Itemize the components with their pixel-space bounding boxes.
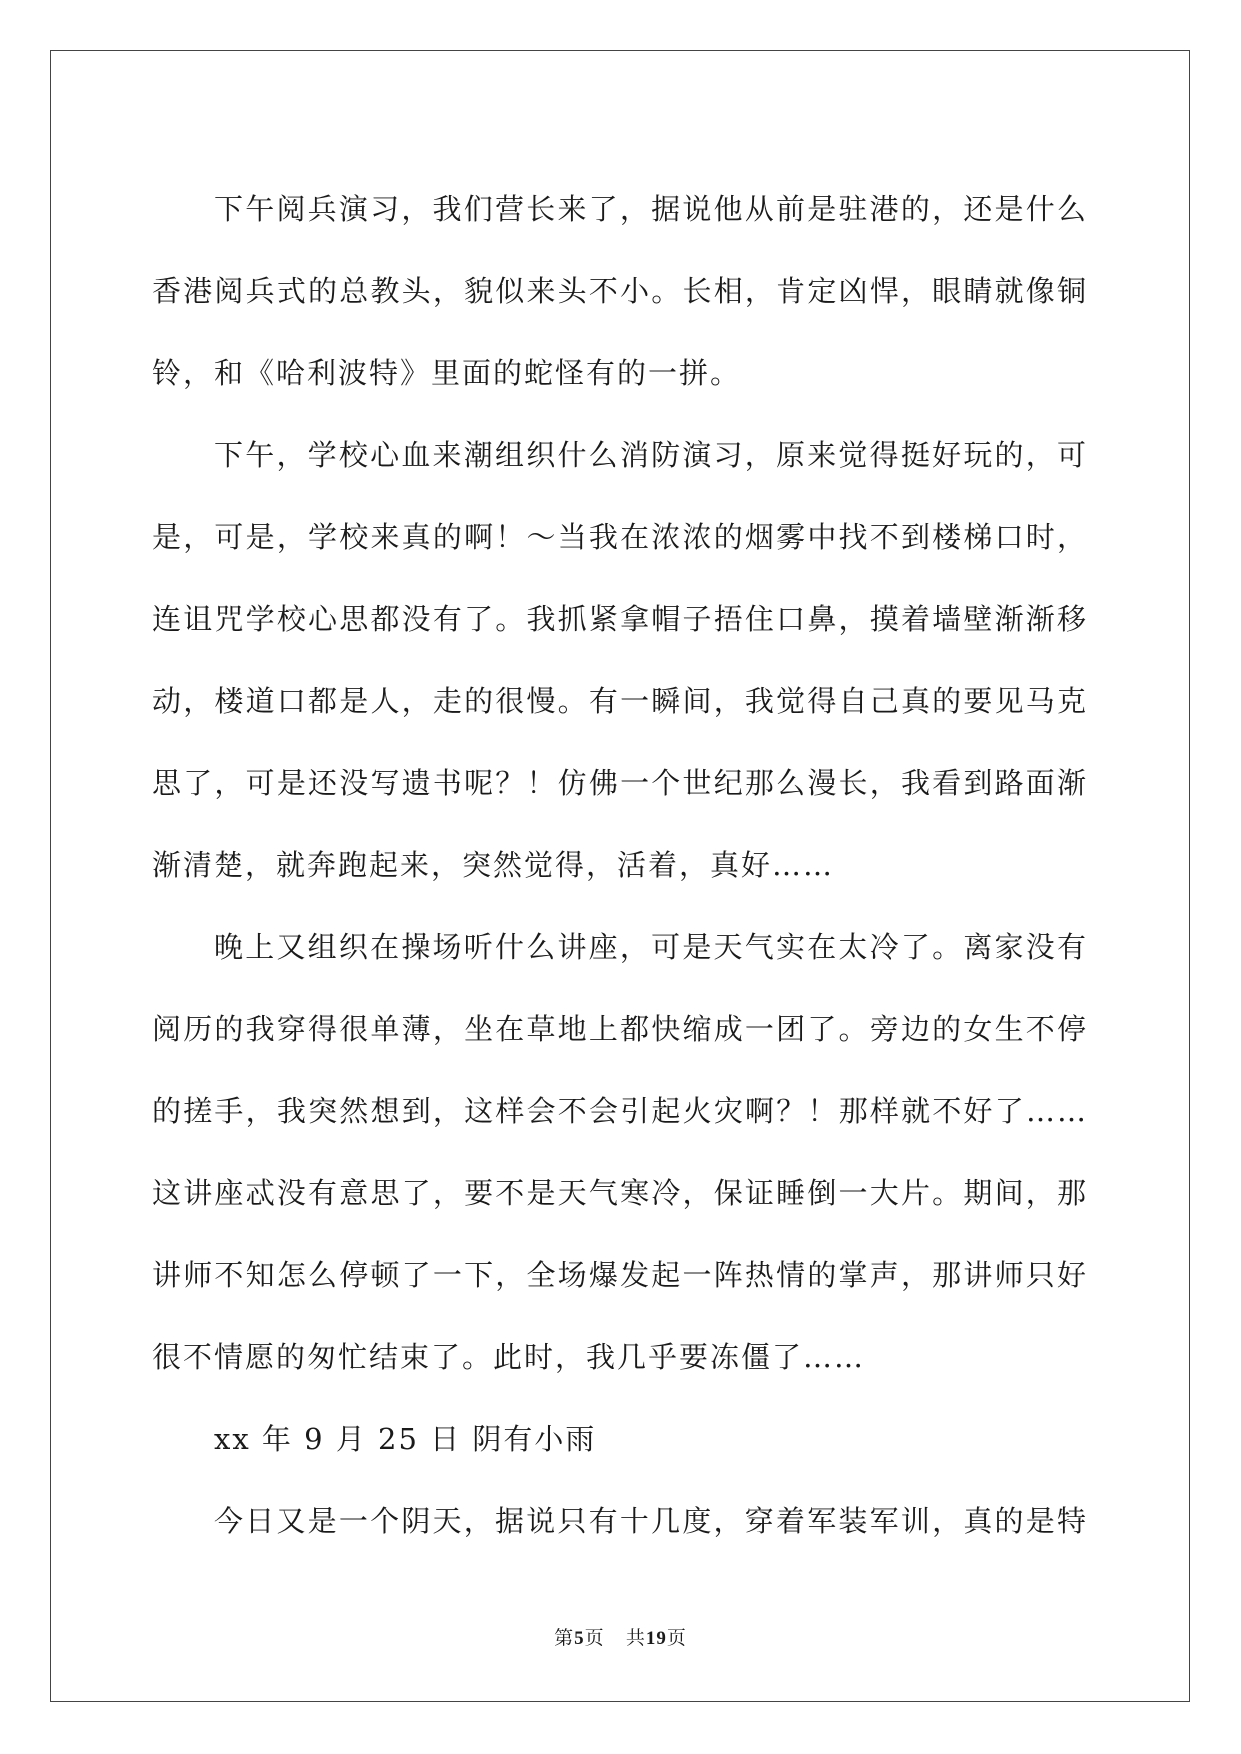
text-line: 的搓手，我突然想到，这样会不会引起火灾啊？！那样就不好了…… (152, 1094, 1088, 1128)
text-line: 动，楼道口都是人，走的很慢。有一瞬间，我觉得自己真的要见马克 (152, 684, 1088, 718)
text-line: 晚上又组织在操场听什么讲座，可是天气实在太冷了。离家没有 (214, 930, 1088, 964)
document-body (152, 168, 1088, 1562)
text-line: 讲师不知怎么停顿了一下，全场爆发起一阵热情的掌声，那讲师只好 (152, 1258, 1088, 1292)
page-footer (0, 1623, 1241, 1650)
total-pages: 19 (645, 1628, 667, 1649)
footer-page-suffix: 页 (584, 1627, 605, 1649)
text-line: 下午，学校心血来潮组织什么消防演习，原来觉得挺好玩的，可 (214, 438, 1088, 472)
text-line: 渐清楚，就奔跑起来，突然觉得，活着，真好…… (152, 848, 835, 882)
text-line: 是，可是，学校来真的啊！～当我在浓浓的烟雾中找不到楼梯口时， (152, 520, 1088, 554)
text-line: 铃，和《哈利波特》里面的蛇怪有的一拼。 (152, 356, 742, 390)
footer-prefix: 第 (554, 1627, 575, 1649)
text-line: 思了，可是还没写遗书呢？！仿佛一个世纪那么漫长，我看到路面渐 (152, 766, 1088, 800)
text-line: 这讲座忒没有意思了，要不是天气寒冷，保证睡倒一大片。期间，那 (152, 1176, 1088, 1210)
text-line: 香港阅兵式的总教头，貌似来头不小。长相，肯定凶悍，眼睛就像铜 (152, 274, 1088, 308)
page-number: 5 (574, 1628, 585, 1649)
text-line: 很不情愿的匆忙结束了。此时，我几乎要冻僵了…… (152, 1340, 866, 1374)
text-line: 连诅咒学校心思都没有了。我抓紧拿帽子捂住口鼻，摸着墙壁渐渐移 (152, 602, 1088, 636)
text-line: 下午阅兵演习，我们营长来了，据说他从前是驻港的，还是什么 (214, 192, 1088, 226)
text-block (152, 168, 1088, 1562)
date-heading: xx 年 9 月 25 日 阴有小雨 (214, 1422, 597, 1456)
text-line: 阅历的我穿得很单薄，坐在草地上都快缩成一团了。旁边的女生不停 (152, 1012, 1088, 1046)
footer-total-suffix: 页 (666, 1627, 687, 1649)
text-line: 今日又是一个阴天，据说只有十几度，穿着军装军训，真的是特 (214, 1504, 1088, 1538)
footer-total-prefix: 共 (625, 1627, 646, 1649)
